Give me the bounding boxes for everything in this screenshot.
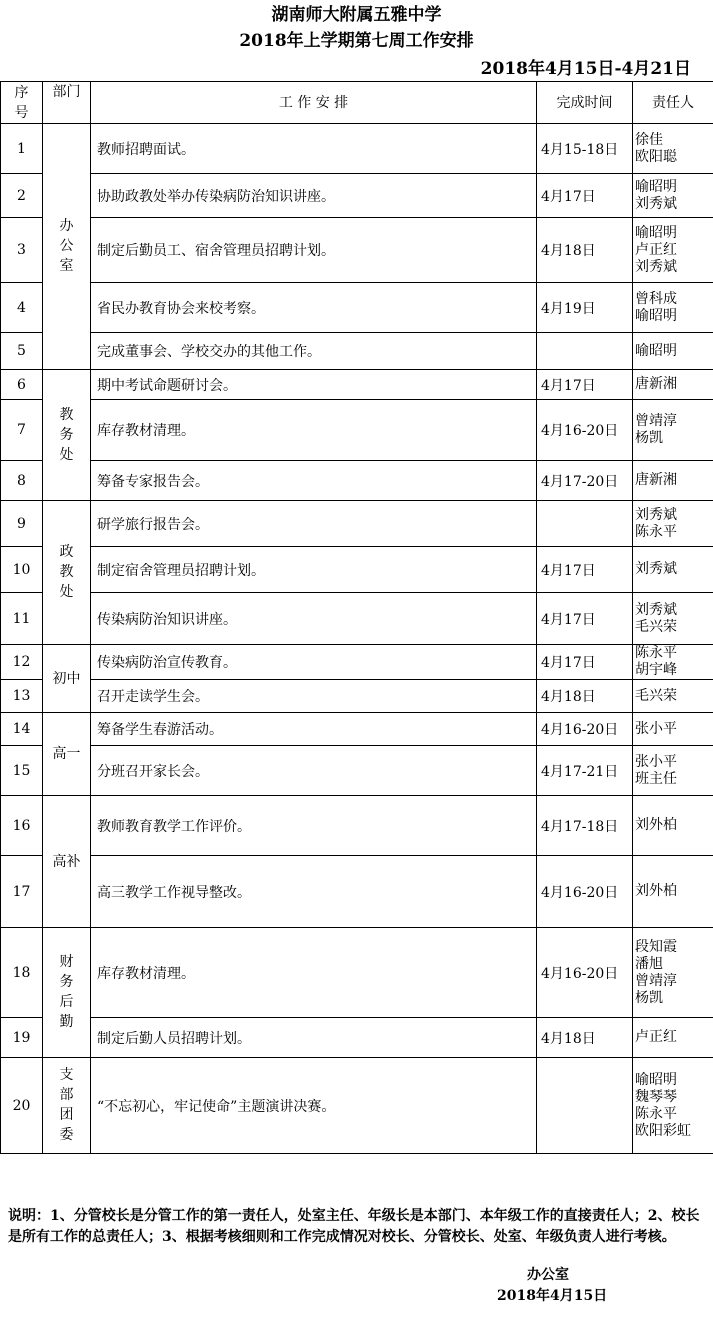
task-cell: 分班召开家长会。: [91, 746, 537, 796]
schedule-title: 2018年上学期第七周工作安排: [239, 31, 474, 51]
row-number: 8: [1, 461, 43, 501]
responsible-cell: [633, 370, 713, 400]
completion-time-cell: 4月17日: [537, 645, 633, 680]
row-number: 11: [1, 593, 43, 645]
table-row: [1, 1058, 713, 1154]
responsible-person: 杨凯: [635, 430, 663, 446]
col-header-resp: 责任人: [633, 82, 713, 124]
completion-time-cell: 4月18日: [537, 1018, 633, 1058]
responsible-person: 刘外柏: [635, 817, 677, 833]
row-number: 14: [1, 713, 43, 746]
responsible-person: 杨凯: [635, 989, 663, 1006]
responsible-cell: [633, 645, 713, 680]
schedule-table: [0, 81, 713, 1154]
responsible-cell: [633, 593, 713, 645]
col-header-num: 序号: [1, 82, 43, 124]
responsible-person: 欧阳聪: [635, 148, 677, 165]
department-name: 高补: [52, 853, 81, 870]
task-cell: 制定后勤员工、宿舍管理员招聘计划。: [91, 218, 537, 283]
responsible-person: 胡宇峰: [635, 662, 677, 678]
date-range: 2018年4月15日-4月21日: [480, 59, 691, 79]
department-cell: [43, 370, 91, 501]
responsible-person: 段知霞: [635, 938, 677, 955]
task-cell: 库存教材清理。: [91, 400, 537, 461]
table-row: [1, 1018, 713, 1058]
responsible-person: 毛兴荣: [635, 618, 677, 635]
responsible-person: 陈永平: [635, 523, 677, 540]
responsible-cell: [633, 218, 713, 283]
responsible-cell: [633, 547, 713, 593]
responsible-person: 喻昭明: [635, 307, 677, 324]
department-name: 初中: [52, 670, 81, 687]
completion-time-cell: 4月16-20日: [537, 400, 633, 461]
responsible-person: 唐新湘: [635, 376, 677, 392]
completion-time-cell: 4月17日: [537, 370, 633, 400]
responsible-person: 喻昭明: [635, 1071, 677, 1088]
table-row: [1, 400, 713, 461]
completion-time-cell: 4月17日: [537, 593, 633, 645]
table-row: [1, 218, 713, 283]
row-number: 1: [1, 124, 43, 174]
responsible-person: 刘秀斌: [635, 195, 677, 212]
table-row: [1, 856, 713, 928]
responsible-person: 喻昭明: [635, 224, 677, 241]
task-cell: 库存教材清理。: [91, 928, 537, 1018]
responsible-person: 曾科成: [635, 290, 677, 307]
completion-time-cell: 4月17-18日: [537, 796, 633, 856]
col-header-task: 工 作 安 排: [91, 82, 537, 124]
responsible-person: 徐佳: [635, 131, 663, 148]
responsible-cell: [633, 124, 713, 174]
row-number: 7: [1, 400, 43, 461]
department-cell: [43, 645, 91, 713]
responsible-person: 刘秀斌: [635, 601, 677, 618]
department-cell: [43, 124, 91, 370]
task-cell: 协助政教处举办传染病防治知识讲座。: [91, 174, 537, 218]
table-row: [1, 928, 713, 1018]
task-cell: 研学旅行报告会。: [91, 501, 537, 547]
row-number: 16: [1, 796, 43, 856]
responsible-person: 毛兴荣: [635, 687, 677, 704]
responsible-cell: [633, 461, 713, 501]
row-number: 5: [1, 333, 43, 370]
task-cell: 筹备专家报告会。: [91, 461, 537, 501]
responsible-person: 刘秀斌: [635, 561, 677, 577]
table-row: [1, 796, 713, 856]
task-cell: 筹备学生春游活动。: [91, 713, 537, 746]
completion-time-cell: [537, 501, 633, 547]
completion-time-cell: 4月17-21日: [537, 746, 633, 796]
completion-time-cell: 4月18日: [537, 218, 633, 283]
responsible-cell: [633, 400, 713, 461]
responsible-person: 陈永平: [635, 1105, 677, 1122]
task-cell: 制定宿舍管理员招聘计划。: [91, 547, 537, 593]
responsible-cell: [633, 796, 713, 856]
col-header-time: 完成时间: [537, 82, 633, 124]
task-cell: 制定后勤人员招聘计划。: [91, 1018, 537, 1058]
col-header-dept: 部门: [43, 82, 91, 124]
responsible-cell: [633, 283, 713, 333]
row-number: 2: [1, 174, 43, 218]
department-name: 办公室: [59, 218, 74, 274]
department-name: 政教处: [59, 544, 74, 600]
responsible-person: 欧阳彩虹: [635, 1122, 691, 1139]
responsible-cell: [633, 680, 713, 713]
responsible-person: 潘旭: [635, 955, 663, 972]
responsible-person: 张小平: [635, 753, 677, 770]
responsible-person: 唐新湘: [635, 472, 677, 488]
row-number: 18: [1, 928, 43, 1018]
responsible-person: 刘秀斌: [635, 506, 677, 523]
responsible-person: 刘秀斌: [635, 258, 677, 275]
table-row: [1, 713, 713, 746]
responsible-person: 曾靖淳: [635, 413, 677, 429]
responsible-person: 刘外柏: [635, 883, 677, 899]
responsible-person: 喻昭明: [635, 178, 677, 195]
row-number: 10: [1, 547, 43, 593]
task-cell: 高三教学工作视导整改。: [91, 856, 537, 928]
row-number: 6: [1, 370, 43, 400]
completion-time-cell: 4月16-20日: [537, 713, 633, 746]
completion-time-cell: 4月17日: [537, 174, 633, 218]
responsible-person: 卢正红: [635, 1029, 677, 1045]
responsible-person: 喻昭明: [635, 342, 677, 359]
department-cell: [43, 1058, 91, 1154]
row-number: 9: [1, 501, 43, 547]
responsible-person: 魏琴琴: [635, 1088, 677, 1105]
row-number: 13: [1, 680, 43, 713]
department-cell: [43, 928, 91, 1058]
school-title: 湖南师大附属五雅中学: [271, 5, 442, 25]
table-row: [1, 370, 713, 400]
department-name: 高一: [52, 746, 81, 762]
signature-date: 2018年4月15日: [497, 1288, 608, 1304]
responsible-person: 班主任: [635, 770, 677, 787]
note-text: 说明：1、分管校长是分管工作的第一责任人，处室主任、年级长是本部门、本年级工作的直接责任人；2、校长是所有工作的总责任人；3、根据考核细则和工作完成情况对校长、分管校长、处室、年级负责人进行考核。: [8, 1208, 700, 1245]
responsible-person: 张小平: [635, 720, 677, 737]
completion-time-cell: 4月15-18日: [537, 124, 633, 174]
completion-time-cell: 4月17-20日: [537, 461, 633, 501]
task-cell: 完成董事会、学校交办的其他工作。: [91, 333, 537, 370]
department-name: 财务后勤: [59, 954, 74, 1030]
responsible-person: 曾靖淳: [635, 972, 677, 989]
completion-time-cell: 4月17日: [537, 547, 633, 593]
table-row: [1, 333, 713, 370]
table-row: [1, 547, 713, 593]
responsible-cell: [633, 333, 713, 370]
responsible-person: 陈永平: [635, 645, 677, 661]
signature-office: 办公室: [527, 1267, 569, 1283]
department-cell: [43, 796, 91, 928]
row-number: 4: [1, 283, 43, 333]
completion-time-cell: 4月18日: [537, 680, 633, 713]
responsible-cell: [633, 501, 713, 547]
completion-time-cell: [537, 333, 633, 370]
department-name: 支部团委: [59, 1067, 74, 1143]
table-row: [1, 461, 713, 501]
task-cell: 教师招聘面试。: [91, 124, 537, 174]
task-cell: 传染病防治宣传教育。: [91, 645, 537, 680]
department-cell: [43, 713, 91, 796]
department-name: 教务处: [59, 406, 74, 463]
responsible-cell: [633, 1058, 713, 1154]
table-row: [1, 746, 713, 796]
task-cell: 传染病防治知识讲座。: [91, 593, 537, 645]
row-number: 20: [1, 1058, 43, 1154]
responsible-person: 卢正红: [635, 241, 677, 258]
completion-time-cell: 4月19日: [537, 283, 633, 333]
task-cell: 期中考试命题研讨会。: [91, 370, 537, 400]
table-row: [1, 501, 713, 547]
table-row: [1, 124, 713, 174]
table-row: [1, 593, 713, 645]
task-cell: 召开走读学生会。: [91, 680, 537, 713]
responsible-cell: [633, 713, 713, 746]
row-number: 15: [1, 746, 43, 796]
responsible-cell: [633, 928, 713, 1018]
table-row: [1, 283, 713, 333]
task-cell: 教师教育教学工作评价。: [91, 796, 537, 856]
task-cell: “不忘初心，牢记使命”主题演讲决赛。: [91, 1058, 537, 1154]
task-cell: 省民办教育协会来校考察。: [91, 283, 537, 333]
responsible-cell: [633, 1018, 713, 1058]
row-number: 19: [1, 1018, 43, 1058]
table-row: [1, 174, 713, 218]
responsible-cell: [633, 746, 713, 796]
completion-time-cell: 4月16-20日: [537, 856, 633, 928]
row-number: 3: [1, 218, 43, 283]
responsible-cell: [633, 174, 713, 218]
table-row: [1, 645, 713, 680]
row-number: 12: [1, 645, 43, 680]
responsible-cell: [633, 856, 713, 928]
table-row: [1, 680, 713, 713]
department-cell: [43, 501, 91, 645]
row-number: 17: [1, 856, 43, 928]
completion-time-cell: 4月16-20日: [537, 928, 633, 1018]
completion-time-cell: [537, 1058, 633, 1154]
